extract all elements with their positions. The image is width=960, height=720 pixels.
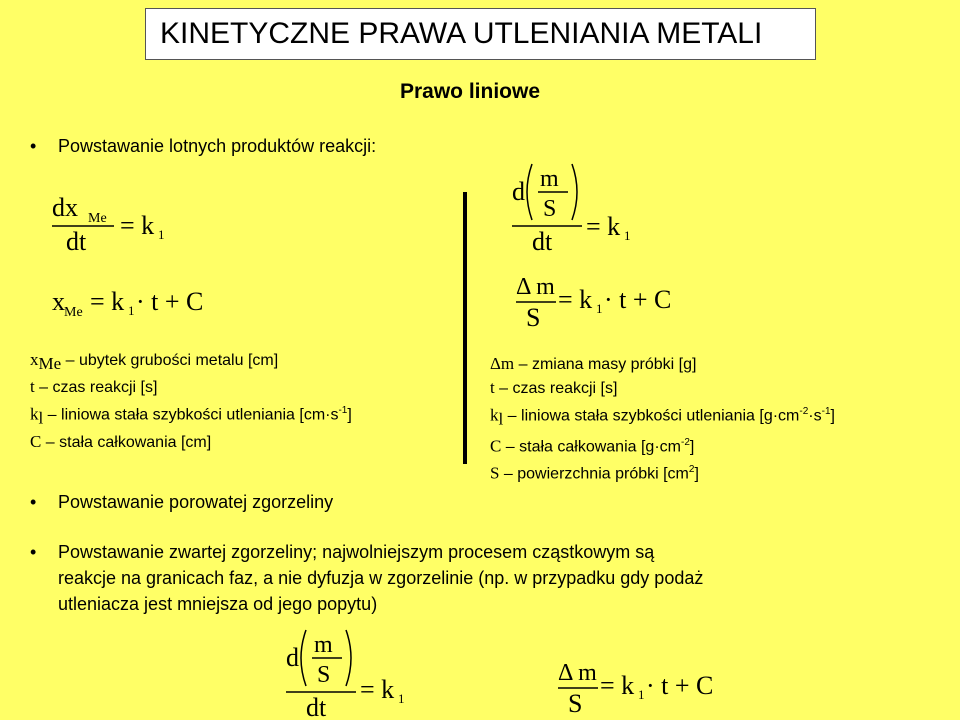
definition-row [30,375,352,399]
formula-m: m [540,166,559,192]
def-sup: -2 [680,436,690,448]
def-text: – powierzchnia próbki [cm [499,465,689,483]
formula-rhs: = k [586,212,621,241]
formula-s: S [317,662,331,688]
left-paren [527,164,532,220]
def-text: – czas reakcji [s] [34,379,158,397]
bullet-text-line: utleniacza jest mniejsza od jego popytu) [58,594,378,614]
definition-row [490,458,835,485]
formula-rate-mass-bottom [284,626,414,720]
definition-row [30,430,352,454]
formula-denominator: dt [532,227,553,256]
formula-rhs-subscript: 1 [638,687,645,702]
formula-rhs-subscript: 1 [128,303,135,318]
formula-rate-thickness [50,192,170,256]
formula-d: d [512,177,525,206]
formula-denominator: S [526,303,541,332]
def-text: – stała całkowania [cm] [41,433,212,451]
def-symbol: k [30,404,39,424]
formula-subscript: Me [88,211,107,226]
section-subtitle: Prawo liniowe [399,80,541,103]
formula-d: d [286,643,299,672]
formula-denominator: dt [66,227,87,256]
def-symbol: S [490,463,500,483]
definition-row [490,376,835,400]
def-after: ] [689,437,695,455]
def-symbol: x [30,350,39,369]
def-symbol: t [490,378,495,397]
formula-rate-mass [510,160,640,255]
formula-numerator: dx [52,193,78,222]
def-symbol-sub: Me [38,354,62,374]
def-symbol: k [490,405,499,425]
definition-row [490,352,835,376]
formula-rest: · t + C [604,285,672,314]
def-text: – ubytek grubości metalu [cm] [61,352,279,369]
bullet-dot: • [30,136,37,156]
bullet-text-line: Powstawanie zwartej zgorzeliny; najwolniejszym procesem cząstkowym są [58,542,655,562]
formula-rhs-subscript: 1 [624,228,631,243]
def-symbol: C [490,435,502,455]
def-sup: -1 [821,406,831,417]
definition-row [30,348,352,375]
formula-rhs-subscript: 1 [398,691,405,706]
right-definitions [490,352,835,485]
def-text: – liniowa stała szybkości utleniania [g·cm [503,407,800,425]
bullet-dot: • [30,542,37,562]
bullet-dot: • [30,492,37,512]
bullet-text: Powstawanie porowatej zgorzeliny [58,492,334,512]
bullet-text-line: reakcje na granicach faz, a nie dyfuzja w zgorzelinie (np. w przypadku gdy podaż [58,568,704,588]
def-symbol: C [30,431,42,451]
right-paren [572,164,577,220]
formula-numerator: Δ m [516,274,555,300]
definition-row [30,399,352,430]
def-after: ] [830,407,835,425]
def-sup: -2 [799,406,809,417]
def-text: – stała całkowania [g·cm [501,437,681,455]
formula-rhs: = k [558,285,593,314]
formula-rhs: = k [360,675,395,704]
def-after: ] [347,406,352,424]
formula-rest: · t + C [136,287,204,316]
def-sup: -1 [338,405,348,417]
formula-rhs: = k [120,211,155,240]
def-symbol: t [30,377,35,397]
definition-row [490,400,835,431]
def-symbol: Δm [490,354,515,373]
formula-m: m [314,632,333,658]
formula-mass-bottom [556,656,714,718]
formula-denominator: S [568,689,583,718]
def-text: – liniowa stała szybkości utleniania [cm·s [43,406,339,424]
left-paren [301,630,306,686]
formula-denominator: dt [306,693,327,720]
formula-rhs: = k [600,671,635,700]
formula-rest: · t + C [646,671,714,700]
def-text: – czas reakcji [s] [494,380,618,397]
right-paren [346,630,351,686]
def-symbol-sub: l [38,408,44,428]
column-divider [463,192,467,464]
formula-thickness [50,286,204,326]
formula-lhs-subscript: Me [64,305,83,320]
slide-title: KINETYCZNE PRAWA UTLENIANIA METALI [145,8,816,60]
formula-s: S [543,196,557,222]
def-text: – zmiana masy próbki [g] [514,356,697,373]
formula-lhs: x [52,287,65,316]
def-symbol-sub: l [498,409,504,429]
def-sup: 2 [688,463,695,475]
def-mid: ·s [808,407,822,425]
formula-rhs: = k [90,287,125,316]
formula-rhs-subscript: 1 [596,301,603,316]
formula-numerator: Δ m [558,660,597,686]
def-after: ] [694,465,699,483]
left-definitions [30,348,352,454]
bullet-text: Powstawanie lotnych produktów reakcji: [58,136,377,156]
definition-row [490,431,835,458]
formula-mass [514,270,672,332]
formula-rhs-subscript: 1 [158,227,165,242]
